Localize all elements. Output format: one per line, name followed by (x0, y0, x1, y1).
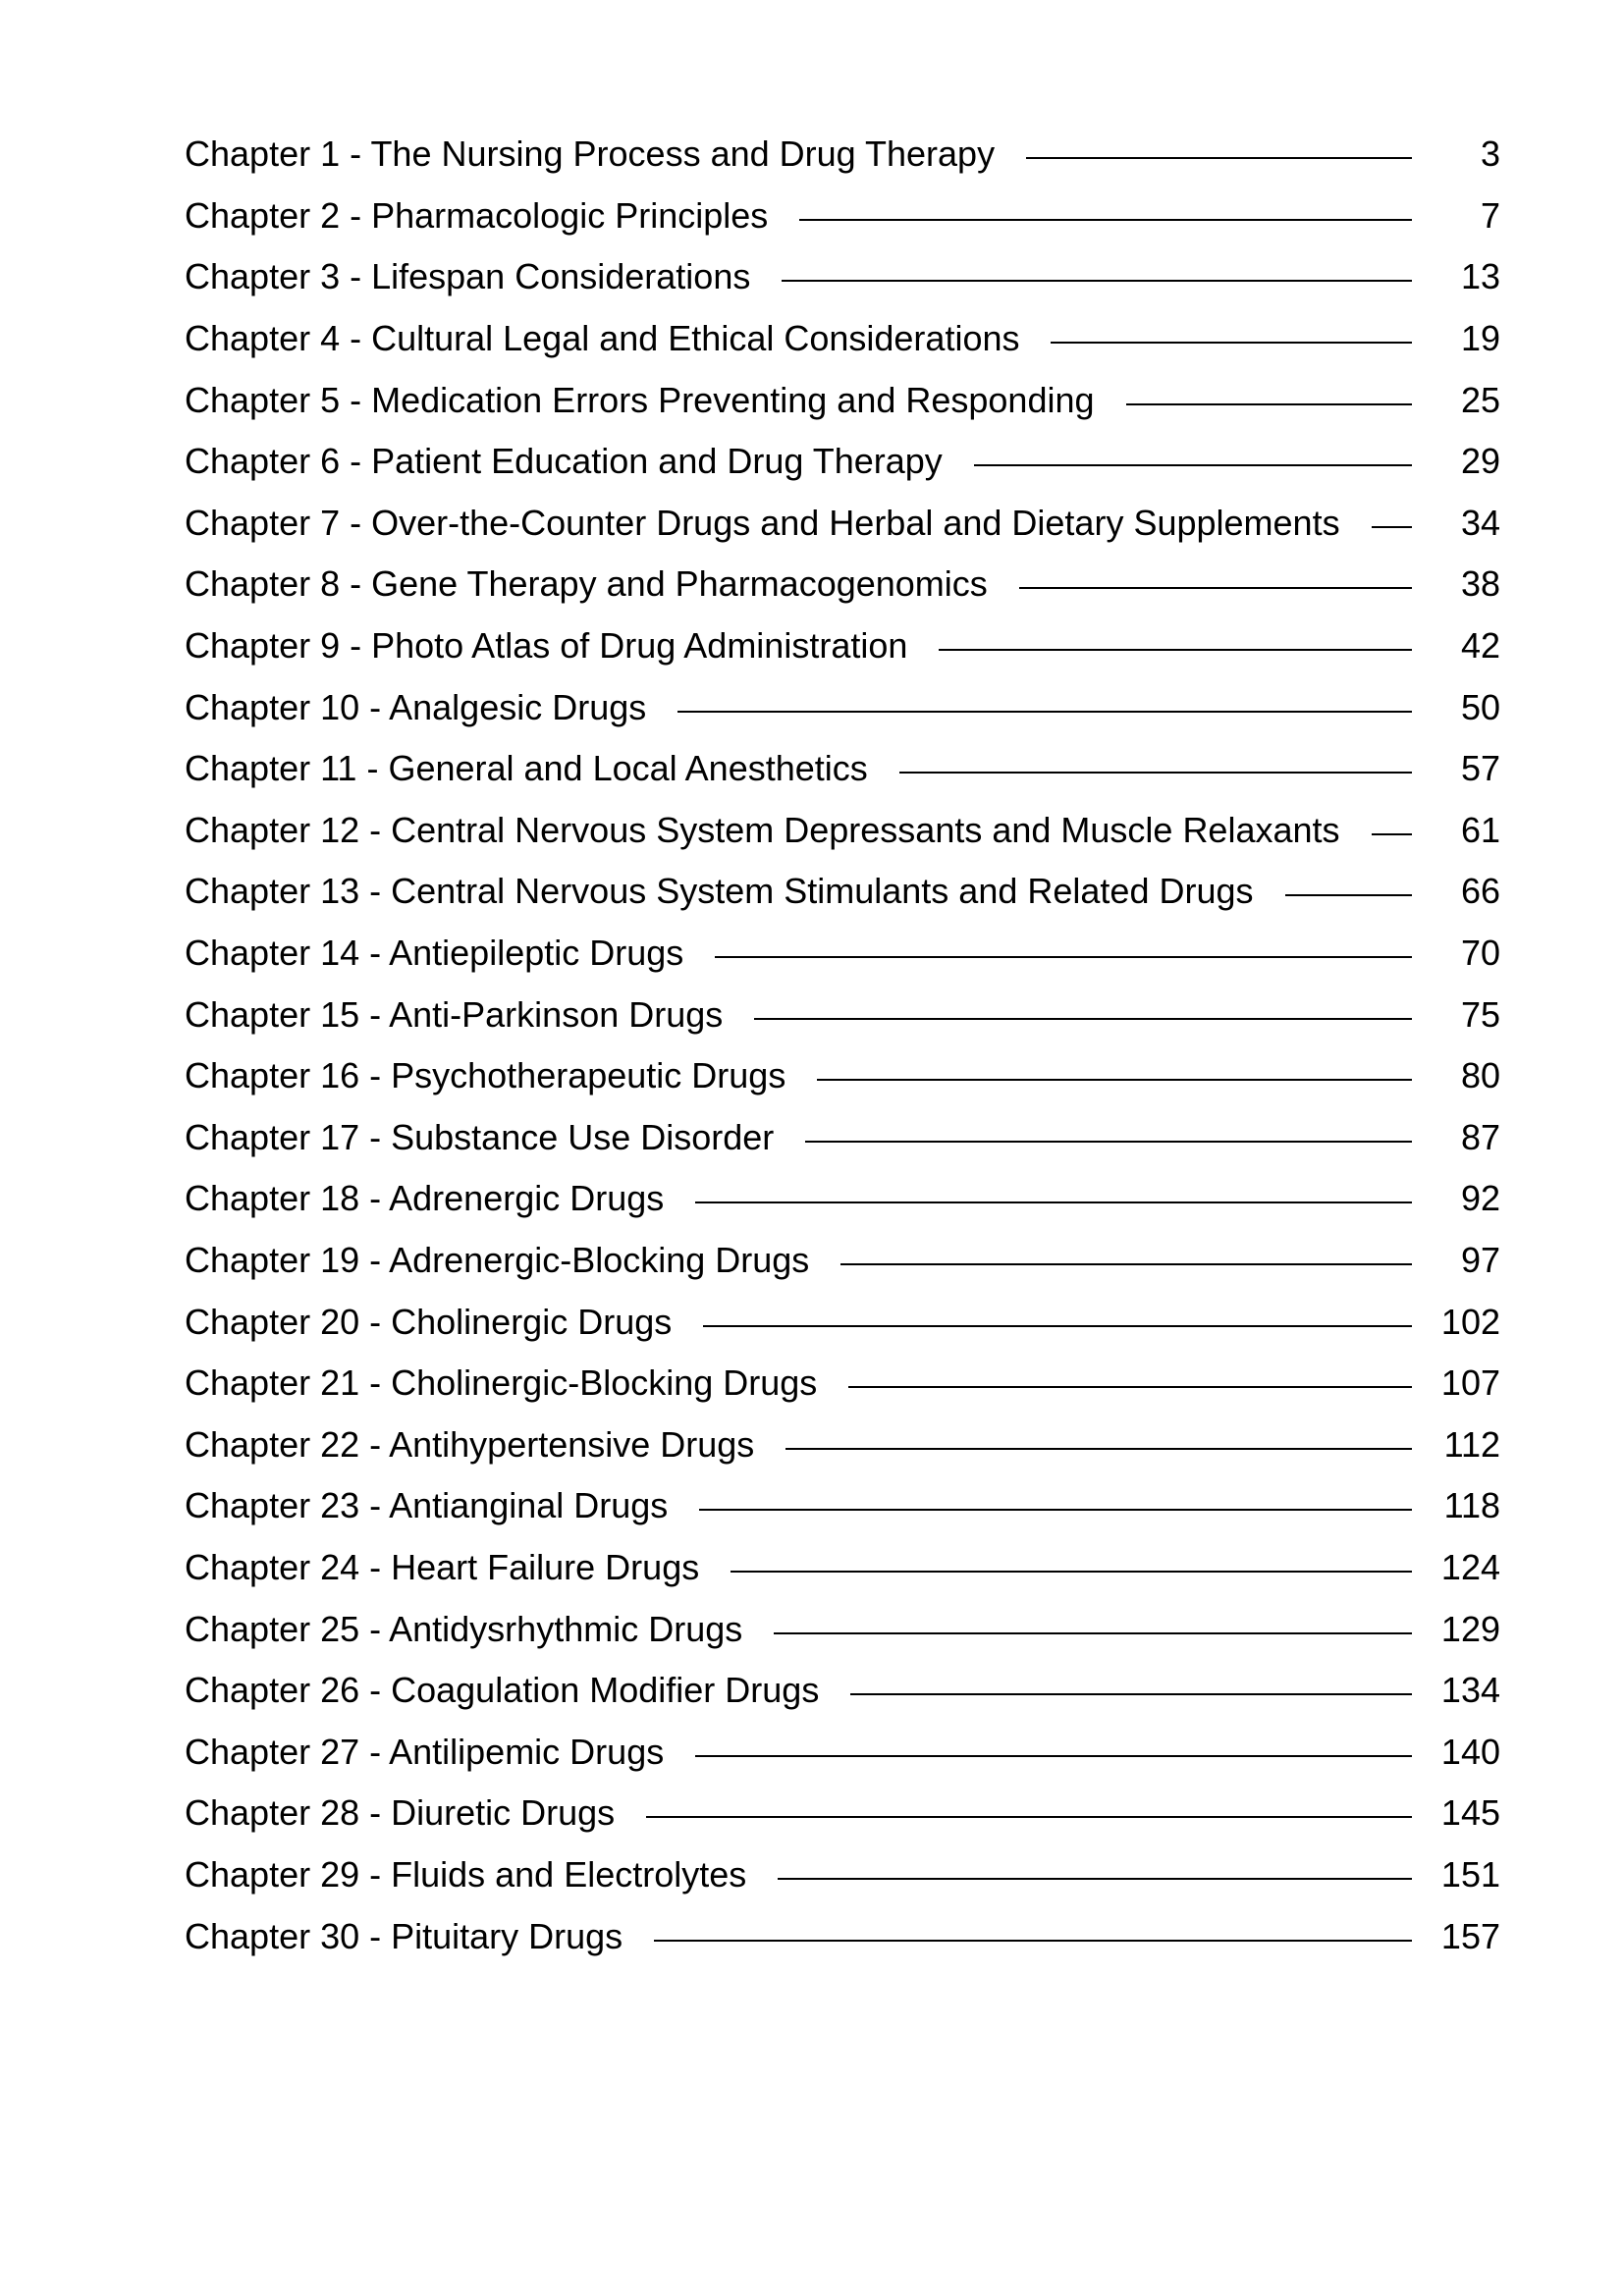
toc-entry-page: 7 (1480, 194, 1500, 236)
toc-entry-page: 25 (1460, 379, 1500, 420)
toc-entry-page: 107 (1440, 1362, 1500, 1404)
table-of-contents (185, 124, 1500, 1967)
toc-entry[interactable] (185, 1721, 1500, 1783)
toc-entry[interactable] (185, 1230, 1500, 1292)
toc-entry-page: 87 (1460, 1116, 1500, 1157)
toc-entry-title: Chapter 20 - Cholinergic Drugs (185, 1301, 673, 1342)
toc-leader-line (1126, 403, 1412, 405)
toc-entry-page: 42 (1460, 625, 1500, 667)
toc-entry-page: 118 (1443, 1485, 1500, 1526)
toc-entry-title: Chapter 30 - Pituitary Drugs (185, 1915, 623, 1956)
toc-leader-line (974, 464, 1412, 466)
toc-entry[interactable] (185, 861, 1500, 923)
toc-leader-line (731, 1571, 1412, 1573)
toc-leader-line (850, 1693, 1412, 1695)
toc-entry-page: 151 (1440, 1853, 1500, 1895)
toc-entry-page: 129 (1440, 1608, 1500, 1649)
toc-entry[interactable] (185, 1353, 1500, 1415)
toc-leader-line (782, 280, 1412, 282)
toc-leader-line (785, 1448, 1412, 1450)
toc-entry[interactable] (185, 1168, 1500, 1230)
toc-leader-line (699, 1509, 1412, 1511)
toc-entry[interactable] (185, 369, 1500, 431)
toc-leader-line (754, 1018, 1412, 1020)
toc-entry-title: Chapter 7 - Over-the-Counter Drugs and Herbal and Dietary Supplements (185, 502, 1340, 543)
toc-entry-title: Chapter 6 - Patient Education and Drug Therapy (185, 441, 943, 482)
toc-entry-title: Chapter 13 - Central Nervous System Stimulants and Related Drugs (185, 871, 1254, 912)
toc-entry-title: Chapter 22 - Antihypertensive Drugs (185, 1423, 755, 1465)
toc-leader-line (840, 1263, 1412, 1265)
toc-entry-page: 70 (1460, 933, 1500, 974)
toc-leader-line (799, 219, 1412, 221)
toc-entry-title: Chapter 17 - Substance Use Disorder (185, 1116, 775, 1157)
toc-leader-line (939, 649, 1412, 651)
toc-entry[interactable] (185, 1598, 1500, 1660)
toc-leader-line (1051, 342, 1412, 344)
toc-entry[interactable] (185, 124, 1500, 186)
toc-leader-line (654, 1940, 1412, 1942)
toc-entry[interactable] (185, 493, 1500, 555)
toc-entry-title: Chapter 10 - Analgesic Drugs (185, 686, 647, 727)
toc-entry[interactable] (185, 1291, 1500, 1353)
toc-entry-title: Chapter 29 - Fluids and Electrolytes (185, 1853, 747, 1895)
toc-entry-page: 140 (1440, 1731, 1500, 1772)
toc-entry-title: Chapter 4 - Cultural Legal and Ethical Considerations (185, 318, 1020, 359)
toc-entry[interactable] (185, 1660, 1500, 1722)
toc-entry-page: 38 (1460, 563, 1500, 605)
toc-entry[interactable] (185, 984, 1500, 1045)
toc-entry-page: 134 (1440, 1670, 1500, 1711)
toc-leader-line (805, 1141, 1412, 1143)
toc-entry-page: 92 (1460, 1178, 1500, 1219)
toc-entry[interactable] (185, 431, 1500, 493)
toc-entry-page: 145 (1440, 1792, 1500, 1834)
toc-entry-page: 3 (1480, 133, 1500, 175)
toc-entry[interactable] (185, 738, 1500, 800)
toc-entry-page: 124 (1440, 1546, 1500, 1587)
toc-entry-title: Chapter 15 - Anti-Parkinson Drugs (185, 993, 724, 1035)
toc-entry-page: 157 (1440, 1915, 1500, 1956)
toc-entry-title: Chapter 23 - Antianginal Drugs (185, 1485, 669, 1526)
toc-entry[interactable] (185, 308, 1500, 370)
toc-entry-title: Chapter 25 - Antidysrhythmic Drugs (185, 1608, 743, 1649)
toc-leader-line (715, 956, 1412, 958)
toc-leader-line (1285, 894, 1413, 896)
toc-leader-line (1019, 587, 1412, 589)
toc-leader-line (899, 772, 1412, 774)
toc-entry-page: 34 (1460, 502, 1500, 543)
toc-entry[interactable] (185, 1414, 1500, 1475)
toc-entry[interactable] (185, 554, 1500, 615)
toc-entry-title: Chapter 5 - Medication Errors Preventing and Responding (185, 379, 1095, 420)
toc-entry-title: Chapter 2 - Pharmacologic Principles (185, 194, 769, 236)
toc-leader-line (677, 711, 1412, 713)
toc-entry[interactable] (185, 186, 1500, 247)
toc-entry-title: Chapter 12 - Central Nervous System Depressants and Muscle Relaxants (185, 809, 1340, 850)
toc-entry-title: Chapter 9 - Photo Atlas of Drug Administration (185, 625, 908, 667)
toc-entry-page: 66 (1460, 871, 1500, 912)
toc-entry-title: Chapter 27 - Antilipemic Drugs (185, 1731, 665, 1772)
toc-leader-line (774, 1632, 1412, 1634)
toc-entry-page: 75 (1460, 993, 1500, 1035)
toc-entry[interactable] (185, 246, 1500, 308)
toc-entry[interactable] (185, 923, 1500, 985)
toc-entry-title: Chapter 26 - Coagulation Modifier Drugs (185, 1670, 820, 1711)
toc-entry[interactable] (185, 615, 1500, 677)
toc-leader-line (646, 1816, 1412, 1818)
toc-entry-page: 102 (1440, 1301, 1500, 1342)
toc-entry[interactable] (185, 1537, 1500, 1599)
toc-entry[interactable] (185, 676, 1500, 738)
toc-leader-line (703, 1325, 1412, 1327)
toc-entry-title: Chapter 19 - Adrenergic-Blocking Drugs (185, 1239, 810, 1280)
toc-leader-line (778, 1878, 1412, 1880)
toc-entry-title: Chapter 11 - General and Local Anesthetics (185, 748, 868, 789)
toc-leader-line (695, 1201, 1412, 1203)
toc-entry[interactable] (185, 1905, 1500, 1967)
toc-entry-title: Chapter 16 - Psychotherapeutic Drugs (185, 1055, 786, 1096)
toc-entry-page: 112 (1443, 1423, 1500, 1465)
toc-entry[interactable] (185, 1475, 1500, 1537)
toc-entry-title: Chapter 18 - Adrenergic Drugs (185, 1178, 665, 1219)
toc-entry-page: 13 (1460, 256, 1500, 297)
toc-leader-line (1026, 157, 1412, 159)
toc-entry-page: 19 (1460, 318, 1500, 359)
toc-entry-page: 97 (1460, 1239, 1500, 1280)
toc-entry-title: Chapter 1 - The Nursing Process and Drug Therapy (185, 133, 996, 175)
toc-entry-title: Chapter 21 - Cholinergic-Blocking Drugs (185, 1362, 818, 1404)
toc-entry-title: Chapter 3 - Lifespan Considerations (185, 256, 751, 297)
toc-entry[interactable] (185, 1844, 1500, 1906)
toc-entry-page: 80 (1460, 1055, 1500, 1096)
toc-leader-line (848, 1386, 1412, 1388)
toc-entry-title: Chapter 14 - Antiepileptic Drugs (185, 933, 684, 974)
toc-entry-title: Chapter 8 - Gene Therapy and Pharmacogenomics (185, 563, 988, 605)
toc-leader-line (817, 1079, 1412, 1081)
toc-entry[interactable] (185, 1783, 1500, 1844)
toc-entry-page: 29 (1460, 441, 1500, 482)
toc-entry-page: 57 (1460, 748, 1500, 789)
toc-entry[interactable] (185, 1045, 1500, 1107)
toc-entry-title: Chapter 28 - Diuretic Drugs (185, 1792, 616, 1834)
toc-leader-line (1372, 526, 1412, 528)
toc-leader-line (1372, 833, 1412, 835)
toc-entry[interactable] (185, 1107, 1500, 1169)
toc-entry-title: Chapter 24 - Heart Failure Drugs (185, 1546, 700, 1587)
toc-entry[interactable] (185, 800, 1500, 862)
toc-entry-page: 50 (1460, 686, 1500, 727)
toc-entry-page: 61 (1460, 809, 1500, 850)
toc-leader-line (695, 1755, 1412, 1757)
